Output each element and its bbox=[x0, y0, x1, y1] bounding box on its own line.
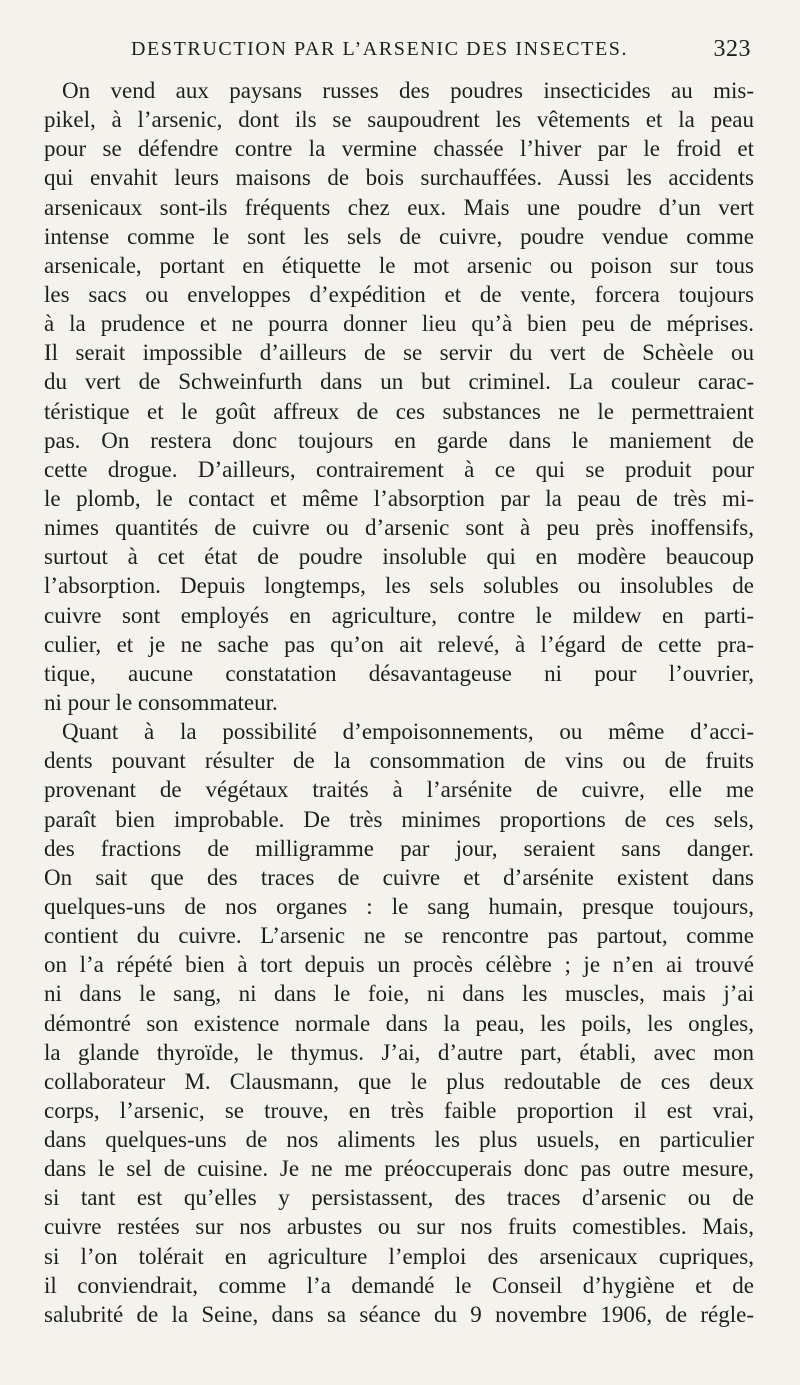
text-line: ni pour le consommateur. bbox=[44, 689, 278, 715]
text-line: si tant est qu’elles y persistassent, des traces d’arsenic ou de bbox=[44, 1185, 754, 1211]
text-line: du vert de Schweinfurth dans un but criminel. La couleur carac- bbox=[44, 369, 754, 395]
text-line: paraît bien improbable. De très minimes proportions de ces sels, bbox=[44, 806, 754, 832]
text-line: provenant de végétaux traités à l’arsénite de cuivre, elle me bbox=[44, 777, 754, 803]
text-line: le plomb, le contact et même l’absorption par la peau de très mi- bbox=[44, 485, 754, 511]
text-line: à la prudence et ne pourra donner lieu qu’à bien peu de méprises. bbox=[44, 311, 754, 337]
text-line: arsenicale, portant en étiquette le mot arsenic ou poison sur tous bbox=[44, 252, 754, 278]
text-line: téristique et le goût affreux de ces substances ne le permettraient bbox=[44, 398, 754, 424]
text-line: corps, l’arsenic, se trouve, en très faible proportion il est vrai, bbox=[44, 1097, 754, 1123]
text-line: cette drogue. D’ailleurs, contrairement à ce qui se produit pour bbox=[44, 456, 754, 482]
text-line: Quant à la possibilité d’empoisonnements, ou même d’acci- bbox=[62, 719, 754, 745]
text-line: pas. On restera donc toujours en garde dans le maniement de bbox=[44, 427, 754, 453]
text-line: intense comme le sont les sels de cuivre, poudre vendue comme bbox=[44, 223, 754, 249]
text-line: dans le sel de cuisine. Je ne me préoccuperais donc pas outre mesure, bbox=[44, 1156, 754, 1182]
text-line: dans quelques-uns de nos aliments les plus usuels, en particulier bbox=[44, 1127, 754, 1153]
text-line: l’absorption. Depuis longtemps, les sels solubles ou insolubles de bbox=[44, 573, 754, 599]
paragraph-arsenic-powders bbox=[44, 76, 754, 717]
text-line: la glande thyroïde, le thymus. J’ai, d’autre part, établi, avec mon bbox=[44, 1039, 754, 1065]
text-line: démontré son existence normale dans la peau, les poils, les ongles, bbox=[44, 1010, 754, 1036]
text-line: nimes quantités de cuivre ou d’arsenic sont à peu près inoffensifs, bbox=[44, 515, 754, 541]
text-line: si l’on tolérait en agriculture l’emploi des arsenicaux cupriques, bbox=[44, 1243, 754, 1269]
text-line: quelques-uns de nos organes : le sang humain, presque toujours, bbox=[44, 893, 754, 919]
text-line: il conviendrait, comme l’a demandé le Conseil d’hygiène et de bbox=[44, 1272, 754, 1298]
text-line: On vend aux paysans russes des poudres insecticides au mis- bbox=[62, 78, 754, 103]
text-line: qui envahit leurs maisons de bois surchauffées. Aussi les accidents bbox=[44, 165, 754, 191]
text-line: pikel, à l’arsenic, dont ils se saupoudrent les vêtements et la peau bbox=[44, 107, 754, 133]
text-line: arsenicaux sont-ils fréquents chez eux. Mais une poudre d’un vert bbox=[44, 194, 754, 220]
text-line: ni dans le sang, ni dans le foie, ni dans les muscles, mais j’ai bbox=[44, 981, 754, 1007]
text-line: On sait que des traces de cuivre et d’arsénite existent dans bbox=[44, 864, 754, 890]
text-line: salubrité de la Seine, dans sa séance du 9 novembre 1906, de régle- bbox=[44, 1301, 754, 1327]
text-line: cuivre restées sur nos arbustes ou sur nos fruits comestibles. Mais, bbox=[44, 1214, 754, 1240]
text-line: culier, et je ne sache pas qu’on ait relevé, à l’égard de cette pra- bbox=[44, 631, 754, 657]
text-line: des fractions de milligramme par jour, seraient sans danger. bbox=[44, 835, 754, 861]
text-line: les sacs ou enveloppes d’expédition et de vente, forcera toujours bbox=[44, 281, 754, 307]
text-line: surtout à cet état de poudre insoluble qui en modère beaucoup bbox=[44, 544, 754, 570]
text-line: dents pouvant résulter de la consommation de vins ou de fruits bbox=[44, 748, 754, 774]
text-line: on l’a répété bien à tort depuis un procès célèbre ; je n’en ai trouvé bbox=[44, 952, 754, 978]
running-head bbox=[131, 34, 751, 64]
text-line: cuivre sont employés en agriculture, contre le mildew en parti- bbox=[44, 602, 754, 628]
text-line: collaborateur M. Clausmann, que le plus redoutable de ces deux bbox=[44, 1068, 754, 1094]
running-title: DESTRUCTION PAR L’ARSENIC DES INSECTES. bbox=[131, 38, 629, 60]
paragraph-poisoning-risk bbox=[44, 717, 754, 1329]
text-line: Il serait impossible d’ailleurs de se servir du vert de Schèele ou bbox=[44, 340, 754, 366]
text-line: contient du cuivre. L’arsenic ne se rencontre pas partout, comme bbox=[44, 923, 754, 949]
text-line: tique, aucune constatation désavantageuse ni pour l’ouvrier, bbox=[44, 660, 754, 686]
body-text bbox=[44, 76, 754, 1329]
text-line: pour se défendre contre la vermine chassée l’hiver par le froid et bbox=[44, 136, 754, 162]
page-number: 323 bbox=[713, 36, 751, 62]
